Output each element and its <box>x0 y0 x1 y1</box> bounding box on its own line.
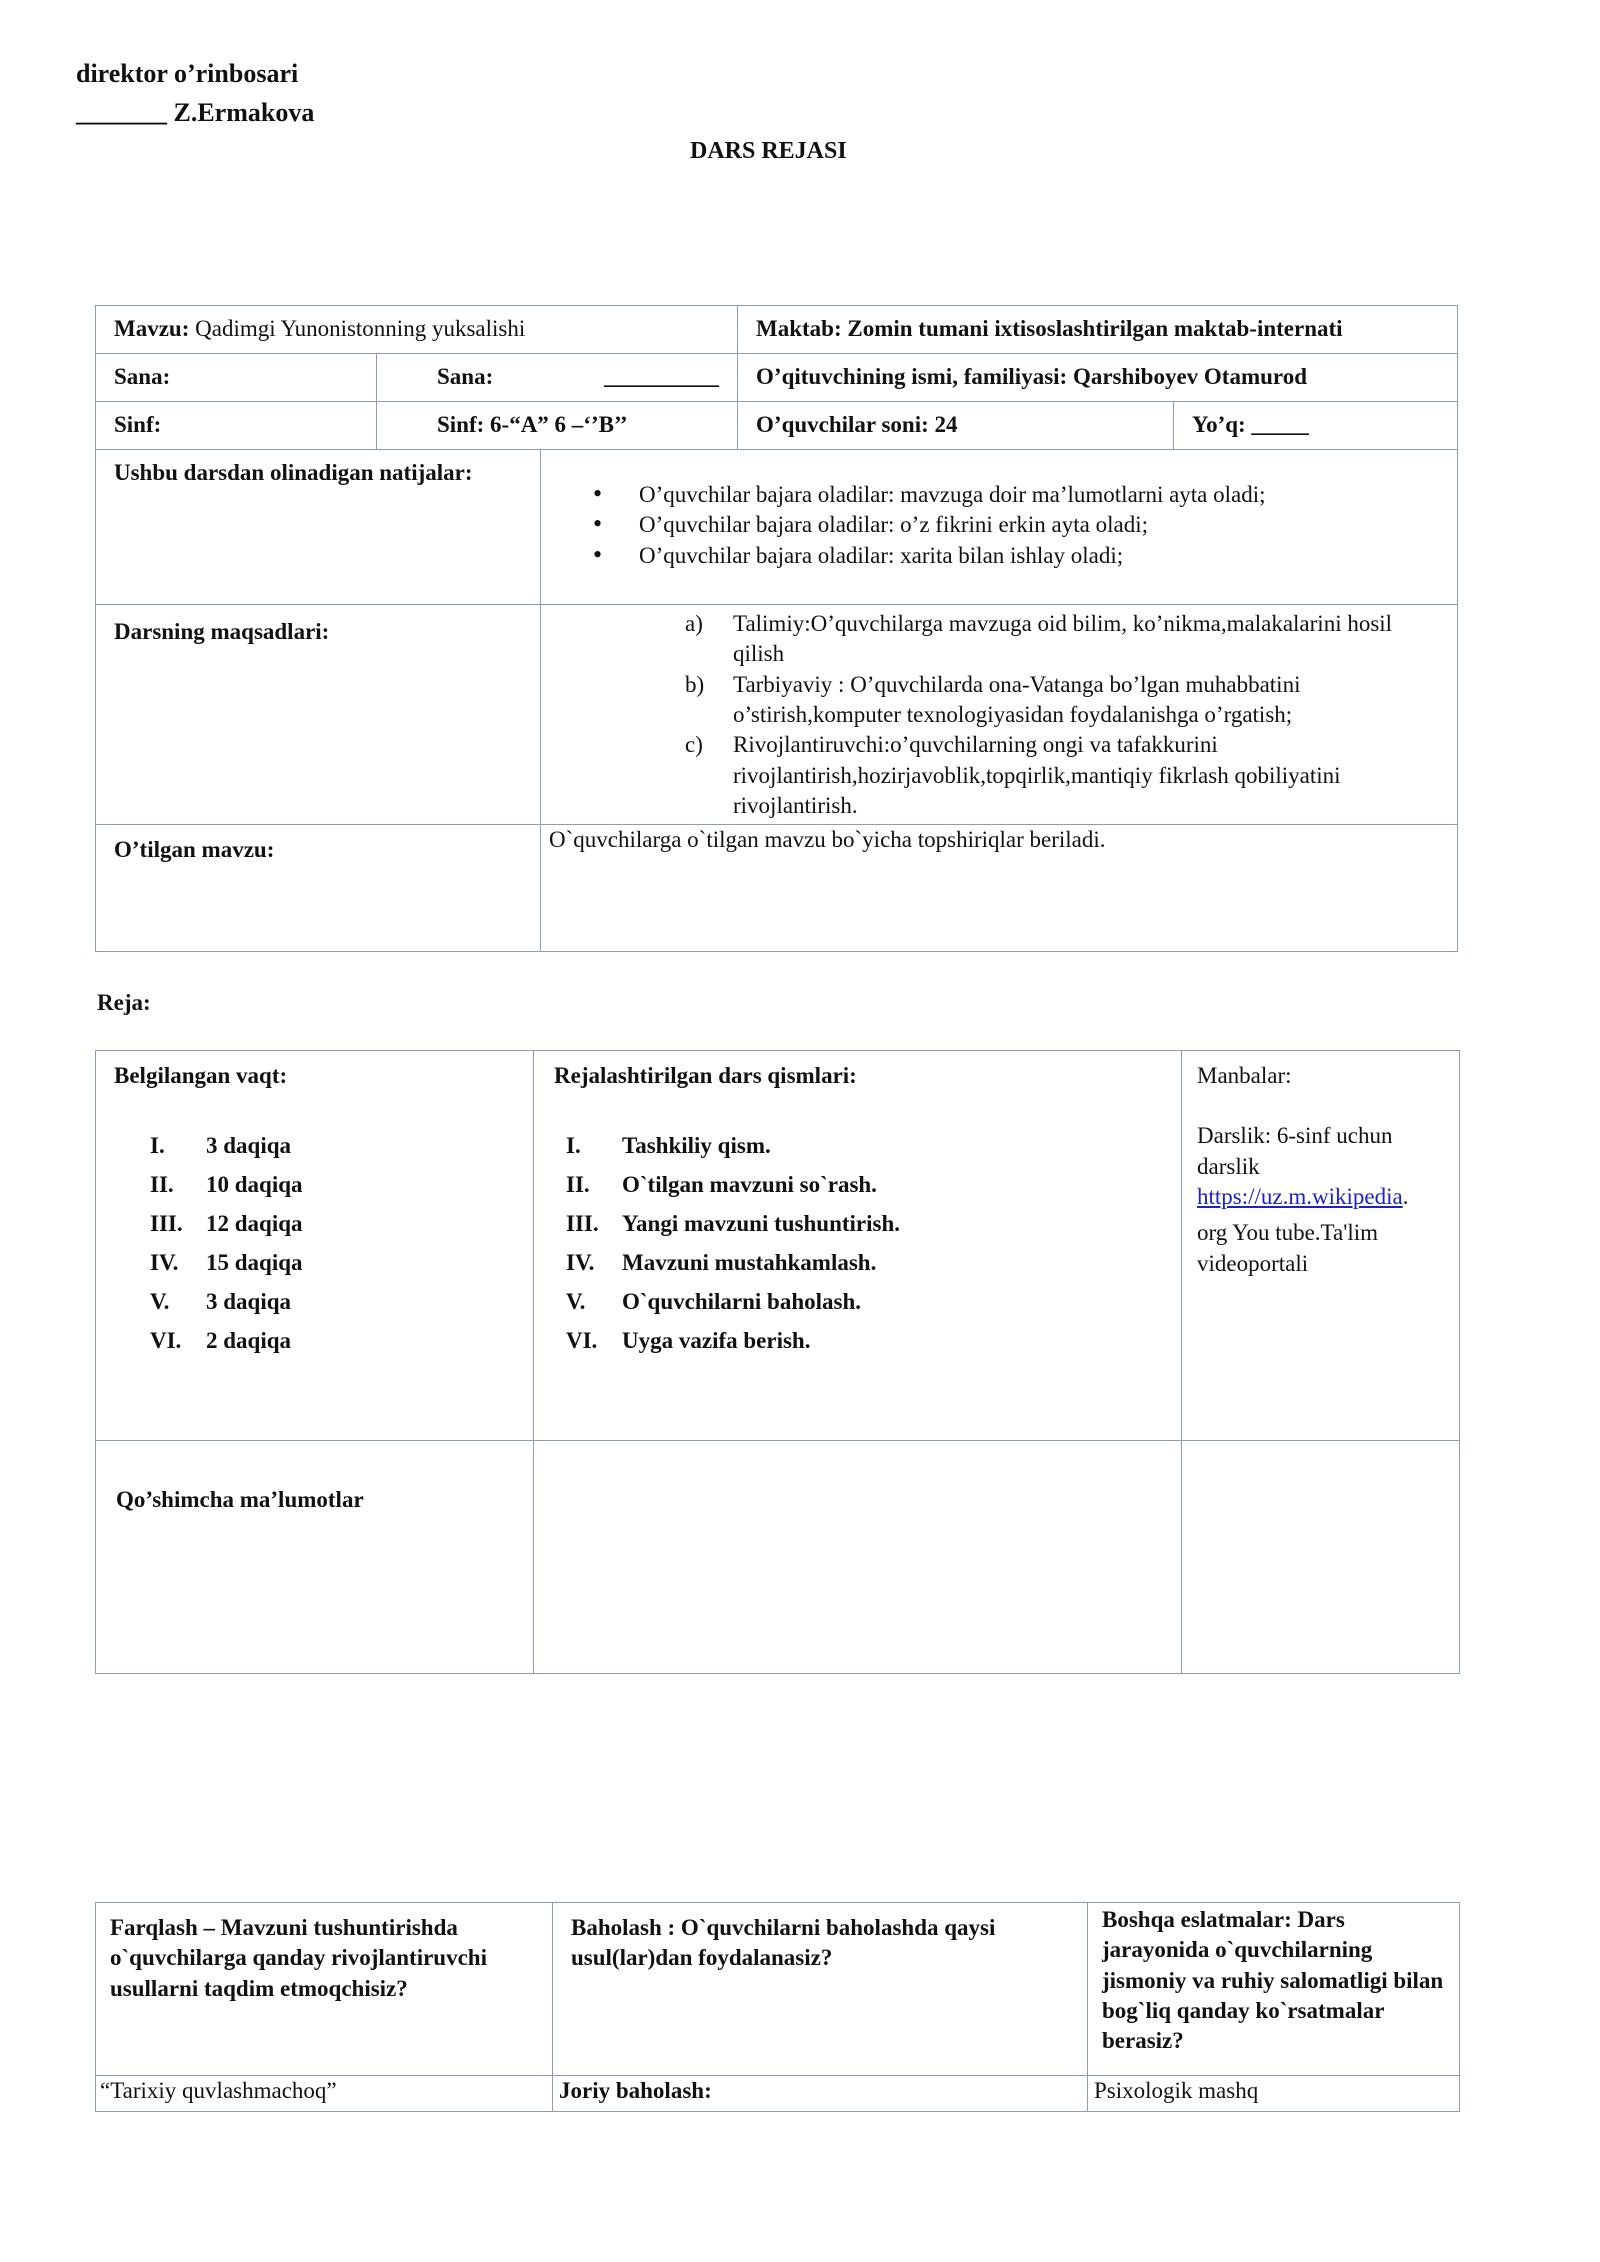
sources-link-tail: . <box>1402 1184 1409 1210</box>
part-item <box>566 1248 1161 1287</box>
class-value: Sinf: 6-“A” 6 –‘’B’’ <box>377 402 738 450</box>
goal-marker: b) <box>685 671 705 697</box>
time-value: 2 daqiqa <box>206 1328 292 1354</box>
past-topic-value: O`quvchilarga o`tilgan mavzu bo`yicha topshiriqlar beriladi. <box>541 825 1458 952</box>
time-item <box>150 1131 515 1170</box>
topic-label: Mavzu: <box>114 316 190 341</box>
part-item <box>566 1170 1161 1209</box>
part-num: II. <box>566 1172 590 1198</box>
part-value: O`tilgan mavzuni so`rash. <box>622 1172 877 1198</box>
goal-item <box>541 730 1443 821</box>
time-num: II. <box>150 1172 174 1198</box>
part-item <box>566 1131 1161 1170</box>
outcome-item: • O’quvchilar bajara oladilar: mavzuga doir ma’lumotlarni ayta oladi; <box>541 480 1457 510</box>
class-label: Sinf: <box>96 402 377 450</box>
time-header: Belgilangan vaqt: <box>114 1063 288 1088</box>
notes-answer: Psixologik mashq <box>1088 2076 1460 2112</box>
outcomes-label: Ushbu darsdan olinadigan natijalar: <box>96 450 541 605</box>
outcome-item: • O’quvchilar bajara oladilar: o’z fikrini erkin ayta oladi; <box>541 510 1457 540</box>
time-item <box>150 1326 515 1365</box>
date-blank: __________ <box>604 364 720 389</box>
topic-cell <box>96 306 738 354</box>
goal-text: Rivojlantiruvchi:o’quvchilarning ongi va tafakkurini rivojlantirish,hozirjavoblik,topqirlik,mantiqiy fikrlash qobiliyatini rivojlantirish. <box>733 732 1341 819</box>
sources-header: Manbalar: <box>1197 1063 1292 1088</box>
part-item <box>566 1326 1161 1365</box>
part-value: O`quvchilarni baholash. <box>622 1289 862 1315</box>
time-value: 3 daqiqa <box>206 1289 292 1315</box>
document-title: DARS REJASI <box>690 138 847 164</box>
time-item <box>150 1248 515 1287</box>
sources-link-line <box>1197 1182 1444 1212</box>
goal-item <box>541 609 1443 670</box>
part-num: V. <box>566 1289 586 1315</box>
goal-item <box>541 670 1443 731</box>
date-label-2: Sana: <box>437 364 494 389</box>
parts-list <box>554 1131 1161 1365</box>
part-value: Tashkiliy qism. <box>622 1133 771 1159</box>
parts-header: Rejalashtirilgan dars qismlari: <box>554 1063 857 1088</box>
time-value: 15 daqiqa <box>206 1250 303 1276</box>
goal-text: Talimiy:O’quvchilarga mavzuga oid bilim, ko’nikma,malakalarini hosil qilish <box>733 611 1393 667</box>
part-value: Yangi mavzuni tushuntirish. <box>622 1211 900 1237</box>
lesson-plan-table <box>95 1050 1460 1674</box>
time-value: 12 daqiqa <box>206 1211 303 1237</box>
time-item <box>150 1170 515 1209</box>
goal-text: Tarbiyaviy : O’quvchilarda ona-Vatanga bo’lgan muhabbatini o’stirish,komputer texnologiyasidan foydalanishga o’rgatish; <box>733 671 1301 728</box>
part-num: III. <box>566 1211 599 1237</box>
part-value: Uyga vazifa berish. <box>622 1328 811 1354</box>
time-num: III. <box>150 1211 183 1237</box>
part-num: IV. <box>566 1250 595 1276</box>
differentiation-question: Farqlash – Mavzuni tushuntirishda o`quvchilarga qanday rivojlantiruvchi usullarni taqdim etmoqchisiz? <box>96 1903 553 2076</box>
approver-name: _______ Z.Ermakova <box>76 98 315 127</box>
extra-sources-cell <box>1182 1441 1460 1674</box>
part-value: Mavzuni mustahkamlash. <box>622 1250 877 1276</box>
topic-value: Qadimgi Yunonistonning yuksalishi <box>195 316 526 341</box>
extra-info-cell <box>534 1441 1182 1674</box>
students-count: O’quvchilar soni: 24 <box>738 402 1174 450</box>
part-item <box>566 1287 1161 1326</box>
time-value: 3 daqiqa <box>206 1133 292 1159</box>
differentiation-answer: “Tarixiy quvlashmachoq” <box>96 2076 553 2112</box>
time-list <box>114 1131 515 1365</box>
time-num: V. <box>150 1289 170 1315</box>
part-num: I. <box>566 1133 581 1159</box>
goals-list <box>541 609 1443 822</box>
outcome-item: • O’quvchilar bajara oladilar: xarita bilan ishlay oladi; <box>541 541 1457 571</box>
goals-label: Darsning maqsadlari: <box>96 605 541 825</box>
goal-marker: c) <box>685 732 703 758</box>
time-num: IV. <box>150 1250 179 1276</box>
outcomes-list <box>541 480 1457 571</box>
date-label-1: Sana: <box>96 354 377 402</box>
outcomes-cell <box>541 450 1458 605</box>
lesson-info-table <box>95 305 1458 952</box>
time-num: VI. <box>150 1328 182 1354</box>
notes-question: Boshqa eslatmalar: Dars jarayonida o`quvchilarning jismoniy va ruhiy salomatligi bilan bog`liq qanday ko`rsatmalar berasiz? <box>1088 1903 1460 2076</box>
year-field: Yo’q: _____ <box>1174 402 1458 450</box>
part-item <box>566 1209 1161 1248</box>
sources-rest: org You tube.Ta'lim videoportali <box>1197 1220 1379 1276</box>
time-item <box>150 1209 515 1248</box>
assessment-question: Baholash : O`quvchilarni baholashda qaysi usul(lar)dan foydalanasiz? <box>553 1903 1088 2076</box>
goals-cell <box>541 605 1458 825</box>
assessment-table <box>95 1902 1460 2112</box>
teacher-cell: O’qituvchining ismi, familiyasi: Qarshiboyev Otamurod <box>738 354 1458 402</box>
school-cell: Maktab: Zomin tumani ixtisoslashtirilgan maktab-internati <box>738 306 1458 354</box>
goal-marker: a) <box>685 611 703 636</box>
time-cell <box>96 1051 534 1441</box>
date-cell-2 <box>377 354 738 402</box>
sources-cell <box>1182 1051 1460 1441</box>
parts-cell <box>534 1051 1182 1441</box>
plan-label: Reja: <box>97 990 151 1015</box>
time-num: I. <box>150 1133 165 1159</box>
sources-book: Darslik: 6-sinf uchun darslik <box>1197 1123 1393 1179</box>
time-item <box>150 1287 515 1326</box>
time-value: 10 daqiqa <box>206 1172 303 1198</box>
assessment-answer: Joriy baholash: <box>553 2076 1088 2112</box>
past-topic-label: O’tilgan mavzu: <box>96 825 541 952</box>
wikipedia-link[interactable]: https://uz.m.wikipedia <box>1197 1184 1403 1210</box>
extra-info-label: Qo’shimcha ma’lumotlar <box>96 1441 534 1674</box>
approver-title: direktor o’rinbosari <box>76 59 299 88</box>
part-num: VI. <box>566 1328 598 1354</box>
